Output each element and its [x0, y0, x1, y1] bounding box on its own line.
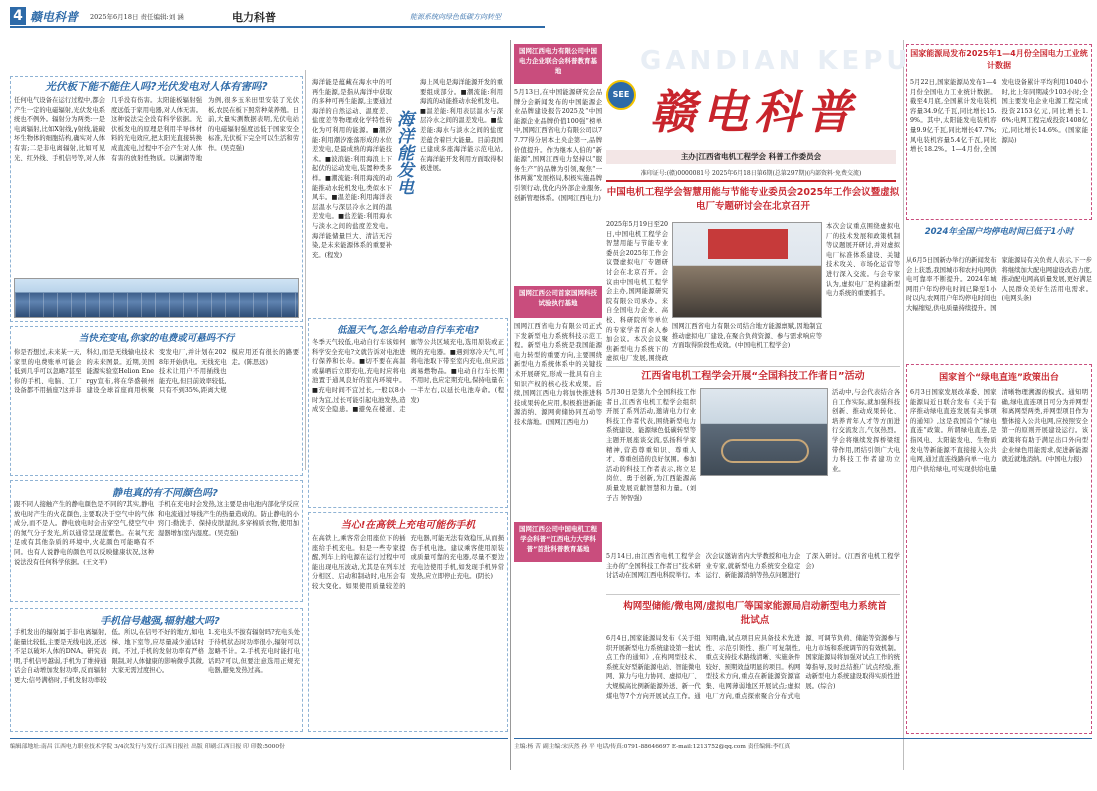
news-workday-body-c: 活动中,与会代表结合各自工作实际,就加强科技创新、推动成果转化、培养青年人才等方面进行交流发言,气氛热烈。学会将继续发挥桥梁纽带作用,团结引领广大电力科技工作者建功立业。: [832, 389, 900, 473]
solar-panel-rows: [15, 293, 299, 318]
ribbon-1: 国网江西电力有限公司中国电力企业联合会科普教育基地: [514, 44, 602, 84]
column-rule: [510, 40, 511, 770]
news-meeting-body-a: 2025年5月19日至20日,中国电机工程学会智慧用能与节能专业委员会2025年工作会议暨虚拟电厂专题研讨会在北京召开。会议由中国电机工程学会主办,国网能源研究院有限公司承办。来自全国电力企业、高校、科研院所等单位的专家学者百余人参加会议。本次会议聚焦新型电力系统下的虚拟电厂发展,围绕政: [606, 221, 668, 362]
stats-title: 国家能源局发布2025年1—4月份全国电力工业统计数据: [910, 49, 1088, 70]
solar-panel-photo: [14, 278, 299, 318]
masthead-pinyin: GANDIAN KEPU: [640, 46, 912, 76]
footer-rule: [514, 738, 1092, 739]
news-workday-body-b: 5月14日,由江西省电机工程学会主办的“全国科技工作者日”技术研讨活动在国网江西电科院举行。本次会议邀请省内大学教授和电力企业专家,就新型电力系统安全稳定运行、新能源消纳等热点问题进行了深入研讨。(江西省电机工程学会): [606, 553, 900, 580]
section-name: 电力科普: [232, 11, 276, 24]
article-charging-body: 你是否想过,未来某一天,家里的电费账单可能会低到几乎可以忽略?甚至你的手机、电脑、工厂设备都不用插座?这并非科幻,而是无线输电技术的未来图景。近期,美国能源实验室Helion Energy宣布,将在华盛顿州建设全球首座商用核聚变发电厂,并计划在2028年开始供电。无线充电技术让用户不用插线也能充电,但目前效率较低,只有不到35%,距离大规模应用还有很长的路要走。(陈思远): [14, 349, 299, 395]
masthead-sponsor: 主办|江西省电机工程学会 科普工作委员会: [606, 150, 896, 164]
column-rule: [305, 70, 306, 470]
sea-power-body-a: 海洋能是蕴藏在海水中的可再生能源,是指从海洋中获取的多种可再生能源,主要通过海洋的自然运动、温度差、盐度差等物理或化学特性转化为可利用的能源。■潮汐能:利用潮汐涨落形成的水位差发电,是最成熟的海洋能技术。■波浪能:利用海浪上下起伏的运动发电,装置种类多样。■潮流能:利用海流的动能推动水轮机发电,类似水下风车。■温差能:利用海洋表层温水与深层冷水之间的温差发电。■盐差能:利用海水与淡水之间的盐度差发电。海洋能储量巨大、清洁无污染,是未来能源体系的重要补充。(程发): [312, 79, 392, 259]
article-solar-body: 任何电气设备在运行过程中,都会产生一定的电磁辐射,光伏发电系统也不例外。辐射分为两类:一是电离辐射,比如X射线,γ射线,能破坏生物体的细胞结构,确实对人体有害;二是非电离辐射,比如可见光、红外线、手机信号等,对人体几乎没有伤害。太阳能板辐射强度远低于家用电器,对人体无害。这种说法完全没有科学依据。光伏板发电的原理是利用半导体材料的光电效应,把太阳光直接转换成直流电,过程中不会产生对人体有害的放射性物质。以澜湖等地为例,很多玉米田里安装了光伏板,农民在板下照常种菜养殖。日前,大量实测数据表明,光伏电站的电磁辐射强度远低于国家安全标准,光伏板下完全可以生活和劳作。(吴克强): [14, 97, 299, 162]
article-phone-qa: 1.充电头不拔有辐射吗?充电头处于待机状态时功率很小,辐射可以忽略不计。2.手机充电时能打电话吗?可以,但要注意选用正规充电器,避免发热过高。: [208, 629, 300, 675]
meeting-screen: [708, 229, 788, 259]
divider: [606, 594, 900, 595]
article-rail-title: 当心!在高铁上充电可能伤手机: [340, 520, 476, 531]
workday-table: [721, 439, 809, 463]
page-header: [10, 6, 545, 28]
news-vpp-title: 构网型储能/微电网/虚拟电厂等国家能源局启动新型电力系统首批试点: [623, 601, 887, 626]
ribbon-2: 国网江西公司首家国网科技试验执行基地: [514, 286, 602, 318]
issue-meta: 2025年6月18日 责任编辑:刘 涵: [90, 13, 184, 21]
news-workday-body: 5月30日是第九个全国科技工作者日,江西省电机工程学会组织开展了系列活动,邀请电力行业科技工作者代表,围绕新型电力系统建设、能源绿色低碳转型等主题开展座谈交流,弘扬科学家精神,营造尊重知识、尊重人才、尊重创造的良好氛围。参加活动的科技工作者表示,将立足岗位、勇于创新,为江西能源高质量发展贡献智慧和力量。(刘子吉 钟智强): [606, 389, 696, 502]
outage-title: 2024年全国户均停电时间已低于1小时: [924, 227, 1074, 237]
stats-body: 5月22日,国家能源局发布1—4月份全国电力工业统计数据。截至4月底,全国累计发电装机容量34.9亿千瓦,同比增长15.9%。其中,太阳能发电装机容量9.9亿千瓦,同比增长47.7%;风电装机容量5.4亿千瓦,同比增长18.2%。1—4月份,全国发电设备累计平均利用1040小时,比上年同期减少103小时;全国主要发电企业电源工程完成投资2153亿元,同比增长1.6%;电网工程完成投资1408亿元,同比增长14.6%。(国家能源局): [910, 79, 1088, 154]
sea-power-body-b: 海上风电是海洋能源开发的重要组成部分。■潮流能:利用海流的动能推动水轮机发电。■温差能:利用表层温水与深层冷水之间的温差发电。■盐差能:海水与淡水之间的盐度差蕴含着巨大能量。目前我国已建成多座海洋能示范电站,在海洋能开发利用方面取得积极进展。: [420, 79, 503, 173]
news-meeting-title: 中国电机工程学会智慧用能与节能专业委员会2025年工作会议暨虚拟电厂专题研讨会在北京召开: [606, 187, 900, 212]
article-ev-body: 冬季天气较低,电动自行车该如何科学安全充电?文就告诉对电池进行保养和长寿。■切不要在高温或暴晒后立即充电,充电时应将电池置于通风良好的室内环境中。■充电时间不宜过长,一般以8小时为宜,过长可能引起电池发热,造成安全隐患。■避免在楼道、走廊等公共区域充电,选用原装或正规的充电器。■遇到寒冷天气,可将电池取下带至室内充电,但应远离易燃物品。■电动自行车长期不用时,也应定期充电,保持电量在一半左右,以延长电池寿命。(程发): [312, 339, 504, 414]
page-number: 4: [10, 7, 26, 25]
article-static-body: 跟不同人接触产生的静电颜色是不同的?其实,静电放电时产生的火花颜色,主要取决于空气中的气体成分,而不是人。静电放电时会击穿空气,使空气中的氮气分子发光,所以通常呈现蓝紫色。在氧气充足或有其他杂质的环境中,火花颜色可能略有不同。也有人说静电的颜色可以反映健康状况,这种说法没有任何科学依据。(王文平): [14, 501, 154, 566]
green-direct-title: 国家首个“绿电直连”政策出台: [939, 373, 1059, 383]
sea-power-vertical-title: 海洋能发电: [393, 110, 413, 195]
article-rail-body: 在高铁上,乘客常会用座位下的插座给手机充电。但是一些专家提醒,列车上的电源在运行过程中可能出现电压波动,尤其是在列车过分相区、启动和制动时,电压会有较大变化。如果使用质量较差的充电器,可能无法有效稳压,从而损伤手机电池。建议乘客使用原装或质量可靠的充电器,尽量不要边充电边使用手机,如发现手机异常发热,应立即停止充电。(阴长): [312, 535, 504, 590]
slogan: 能源系统向绿色低碳方向转型: [410, 13, 501, 21]
divider: [606, 366, 900, 367]
article-ev-title: 低温天气,怎么给电动自行车充电?: [336, 325, 480, 336]
article-static-title: 静电真的有不同颜色吗?: [112, 488, 218, 499]
news-meeting-body-b: 本次会议重点围绕虚拟电厂的技术发展和政策机制等议题展开研讨,并对虚拟电厂标准体系建设、关键技术攻关、市场化运营等进行深入交流。与会专家认为,虚拟电厂是构建新型电力系统的重要抓手。: [826, 223, 900, 298]
article-solar-title: 光伏板下能不能住人吗?光伏发电对人体有害吗?: [45, 81, 268, 93]
masthead-logo: SEE: [606, 80, 636, 110]
side-news-mid: 国网江西省电力有限公司正式下发新型电力系统科技示范工程。新型电力系统是我国能源电力转型的重要方向,主要围绕新型电力系统体系中的关键技术开展研究,形成一批具有自主知识产权的核心技术成果。后续,国网江西电力将加快推进科技成果转化应用,积极推进新能源消纳、源网荷储协同互动等技术落地。(国网江西电力): [514, 323, 602, 426]
footer-left: 编辑部地址:南昌 江西电力职业技术学院 3/4次发行与发行:江西日报社 出版 印刷:江西日报 印 印数:5000份: [10, 744, 285, 750]
ribbon-3: 国网江西公司中国电机工程学会科普“江西电力大学科普”首批科普教育基地: [514, 522, 602, 562]
footer-rule: [10, 738, 508, 739]
news-vpp-body: 6月4日,国家能源局发布《关于组织开展新型电力系统建设第一批试点工作的通知》,在构网型技术、系统友好型新能源电站、智能微电网、算力与电力协同、虚拟电厂、大规模高比例新能源外送、新一代煤电等7个方向开展试点工作。通知明确,试点项目应具备技术先进性、示范引领性、推广可复制性,重点支持技术路线清晰、实施条件较好、预期效益明显的项目。构网型技术方向,重点在新能源资源富集、电网薄弱地区开展试点;虚拟电厂方向,重点探索聚合分布式电源、可调节负荷、储能等资源参与电力市场和系统调节的有效机制。国家能源局将加强对试点工作的统筹指导,及时总结推广试点经验,推动新型电力系统建设取得实质性进展。(综合): [606, 635, 900, 700]
article-static-body-b: 手机在充电时会发热,这主要是由电池内部化学反应和电流通过导线产生的热量造成的。防止静电的小窍门:勤洗手、保持皮肤湿润,多穿棉质衣物,使用加湿器增加室内湿度。(吴克强): [158, 501, 299, 537]
news-meeting-body-c: 国网江西省电力有限公司结合地方能源禀赋,因地制宜推动虚拟电厂建设,在聚合负荷资源、参与需求响应等方面取得阶段性成效。(中国电机工程学会): [672, 323, 822, 350]
side-news-top: 5月13日,在中国能源研究会品牌分会新闻发布的中国能源企业品牌建设报告2025及“中国能源企业品牌价值100强”榜单中,国网江西省电力有限公司以77.77得分居本土央企第一,品牌价值提升。作为继本人伯的“新能源”,国网江西电力坚持以“服务生产”的品牌为引领,聚焦“一体两翼”发展格局,积极实施品牌引领行动,优化内外部企业服务,创新管理体系。(国网江西电力): [514, 89, 602, 202]
green-direct-body: 6月3日国家发展改革委、国家能源局近日联合发布《关于有序推动绿电直连发展有关事项的通知》,这是我国首个“绿电直连”政策。所谓绿电直连,是指风电、太阳能发电、生物质发电等新能源不直接接入公共电网,通过直连线路向单一电力用户供给绿电,可实现供给电量清晰物理溯源的模式。通知明确,绿电直连项目可分为并网型和离网型两类,并网型项目作为整体接入公共电网,应按照安全第一的原则开展建设运行。该政策将有助于满足出口外向型企业绿色用能需求,促进新能源就近就地消纳。(中国电力报): [910, 389, 1088, 473]
article-phone-body: 手机发出的辐射属于非电离辐射,能量比较低,主要是无线电波,还远不足以破坏人体的DNA。研究表明,手机信号越弱,手机为了维持通话会自动增加发射功率,反而辐射更大;信号满格时,手机发射功率较低。所以,在信号不好的地方,如电梯、地下室等,应尽量减少通话时间。不过,手机的发射功率有严格限制,对人体健康的影响微乎其微,大家无需过度担心。: [14, 629, 204, 684]
outage-body: 从6月5日国新办举行的新闻发布会上获悉,我国城市和农村电网供电可靠率不断提升。2024年城网用户年均停电时间已降至1小时以内,农网用户年均停电时间也大幅缩短,供电质量持续提升。国家能源局有关负责人表示,下一步将继续加大配电网建设改造力度,推动配电网高质量发展,更好满足人民群众美好生活用电需求。(电网头条): [906, 257, 1092, 312]
column-rule: [903, 40, 904, 770]
news-workday-title: 江西省电机工程学会开展“全国科技工作者日”活动: [641, 371, 865, 382]
footer-right: 主编:杨 苦 副主编:宋庆然 孙 平 电话/传真:0791-88646697 E-mail:1213752@qq.com 责任编辑:李红真: [514, 744, 791, 750]
article-phone-title: 手机信号越强,辐射越大吗?: [100, 616, 220, 627]
workday-photo: [700, 388, 828, 476]
masthead-title: 赣电科普: [650, 85, 858, 139]
masthead-registration: 准印证号:(赣)0000081号 2025年6月18日第6期(总第297期)(内部资料·免费交流): [606, 168, 896, 182]
article-charging-title: 当快充变电,你家的电费或可悬吗不行: [78, 333, 235, 344]
masthead-small: 赣电科普: [30, 10, 79, 24]
meeting-photo: [672, 222, 822, 318]
